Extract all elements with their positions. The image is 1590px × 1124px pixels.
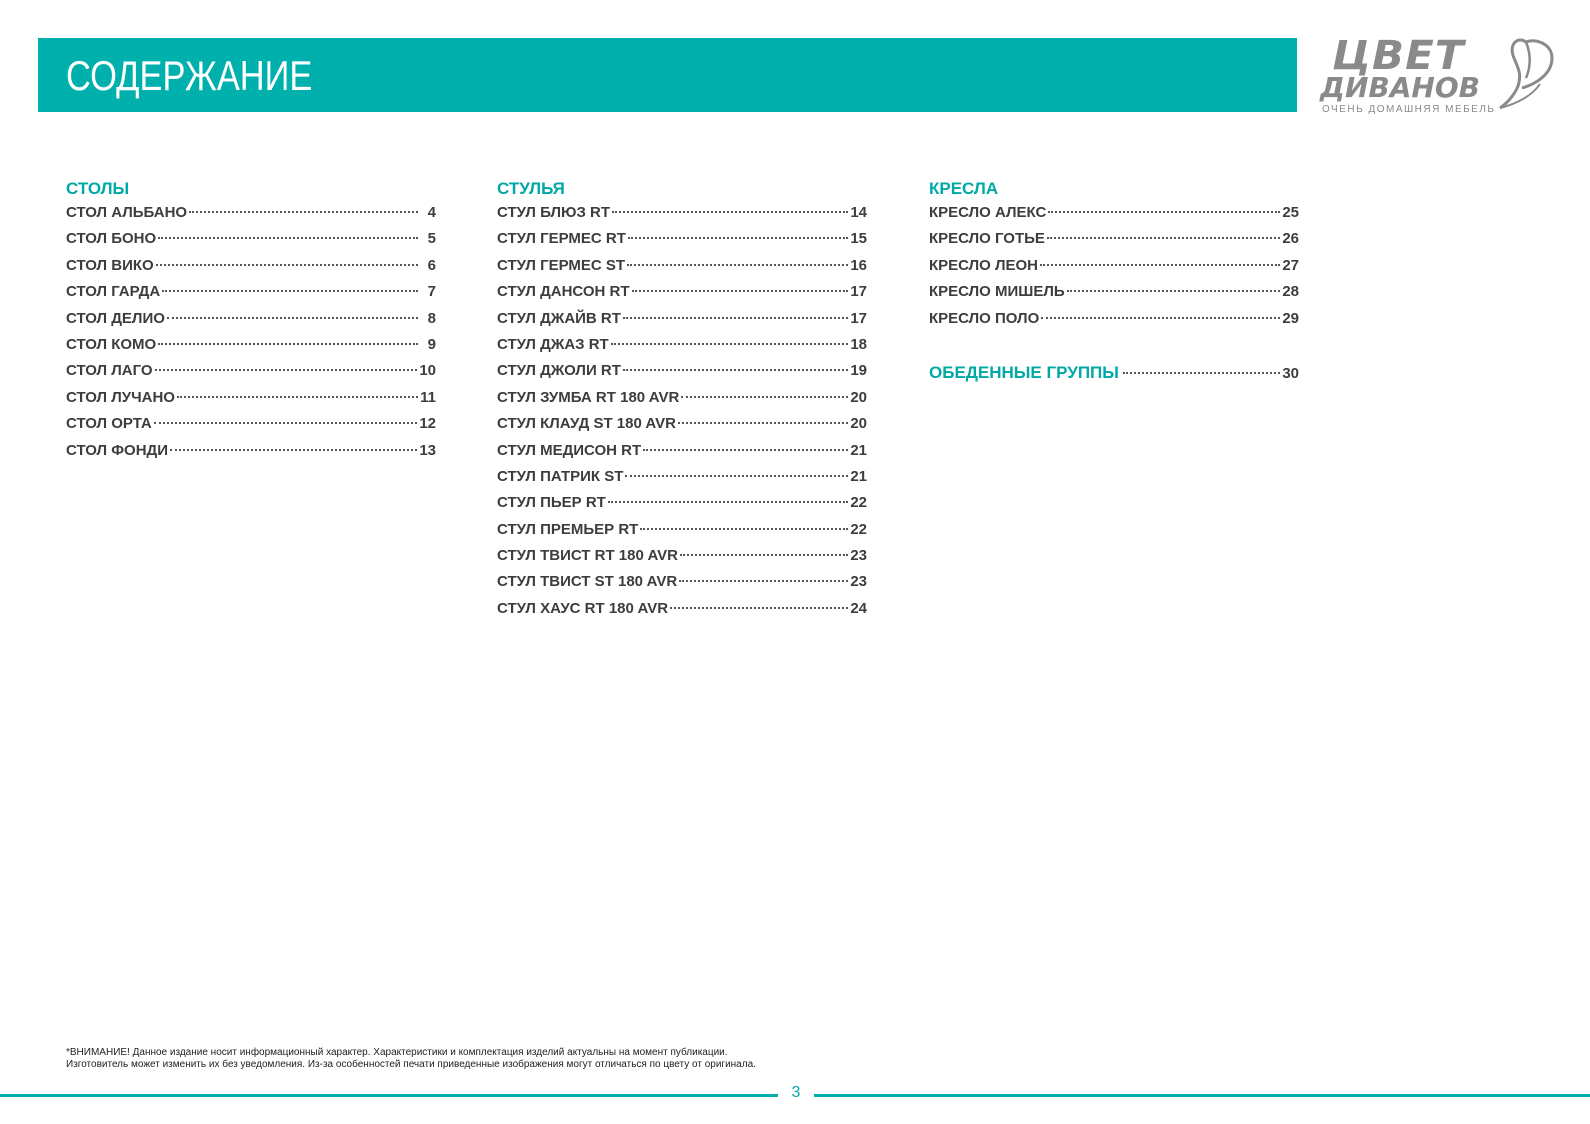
toc-entry-title: СТУЛ ПРЕМЬЕР RT [497, 520, 639, 538]
toc-page-number: 5 [427, 230, 436, 248]
toc-entry[interactable] [497, 490, 867, 516]
page-title: СОДЕРЖАНИЕ [66, 52, 313, 99]
toc-page-number: 15 [850, 230, 867, 248]
section-heading-tables: СТОЛЫ [66, 179, 130, 198]
toc-entry[interactable] [497, 306, 867, 332]
toc-entry[interactable] [497, 279, 867, 305]
dot-leader [1048, 211, 1280, 213]
dot-leader [1047, 237, 1280, 239]
toc-page-number: 20 [850, 415, 867, 433]
toc-page-number: 30 [1282, 364, 1299, 382]
toc-entry[interactable] [66, 438, 436, 464]
toc-entry-title: СТОЛ ВИКО [66, 256, 154, 274]
logo-tagline: ОЧЕНЬ ДОМАШНЯЯ МЕБЕЛЬ [1322, 104, 1496, 115]
section-heading-dining-groups: ОБЕДЕННЫЕ ГРУППЫ [929, 362, 1119, 382]
dot-leader [177, 396, 418, 398]
toc-entry[interactable] [497, 200, 867, 226]
toc-entry-title: СТОЛ КОМО [66, 335, 157, 353]
disclaimer [66, 1047, 756, 1071]
toc-entry-title: КРЕСЛО МИШЕЛЬ [929, 283, 1065, 301]
dot-leader [1123, 372, 1280, 374]
toc-list-armchairs [929, 200, 1299, 332]
dot-leader [1041, 317, 1280, 319]
dot-leader [154, 422, 418, 424]
dot-leader [625, 475, 848, 477]
dot-leader [158, 237, 418, 239]
toc-entry-title: СТУЛ ТВИСТ ST 180 AVR [497, 573, 678, 591]
toc-page-number: 6 [427, 256, 436, 274]
toc-page-number: 17 [850, 309, 867, 327]
dot-leader [670, 607, 848, 609]
toc-entry[interactable] [66, 385, 436, 411]
toc-entry-title: СТУЛ ТВИСТ RT 180 AVR [497, 547, 678, 565]
dot-leader [611, 343, 849, 345]
toc-entry-title: СТОЛ ЛАГО [66, 362, 153, 380]
toc-page-number: 26 [1282, 230, 1299, 248]
dot-leader [612, 211, 848, 213]
dot-leader [681, 396, 848, 398]
toc-entry[interactable] [497, 332, 867, 358]
toc-page-number: 13 [419, 441, 436, 459]
footer-rule-right [814, 1094, 1590, 1097]
dot-leader [640, 528, 848, 530]
toc-entry-title: СТУЛ ГЕРМЕС RT [497, 230, 626, 248]
dot-leader [156, 264, 418, 266]
toc-page-number: 7 [427, 283, 436, 301]
section-heading-chairs: СТУЛЬЯ [497, 179, 565, 198]
toc-entry[interactable] [66, 200, 436, 226]
toc-entry-title: СТУЛ ПАТРИК ST [497, 467, 624, 485]
toc-entry-title: СТУЛ ГЕРМЕС ST [497, 256, 626, 274]
toc-page-number: 11 [420, 388, 436, 406]
toc-entry-title: СТОЛ ФОНДИ [66, 441, 169, 459]
dot-leader [632, 290, 849, 292]
toc-entry[interactable] [497, 411, 867, 437]
toc-entry[interactable] [66, 279, 436, 305]
toc-entry-title: СТУЛ ДЖАЙВ RT [497, 309, 621, 327]
dot-leader [623, 369, 848, 371]
toc-entry-title: КРЕСЛО ЛЕОН [929, 256, 1039, 274]
logo-text-line1: ЦВЕТ [1332, 33, 1465, 79]
toc-entry[interactable] [497, 517, 867, 543]
section-heading-armchairs: КРЕСЛА [929, 179, 999, 198]
toc-column-chairs [497, 178, 867, 622]
toc-entry-title: СТОЛ ГАРДА [66, 283, 161, 301]
toc-entry-title: СТОЛ ДЕЛИО [66, 309, 165, 327]
toc-entry-title: КРЕСЛО АЛЕКС [929, 204, 1047, 221]
dot-leader [623, 317, 848, 319]
toc-entry-title: СТОЛ БОНО [66, 230, 157, 248]
toc-column-armchairs [929, 178, 1299, 386]
dot-leader [155, 369, 418, 371]
toc-list-chairs [497, 200, 867, 622]
toc-page-number: 23 [850, 573, 867, 591]
toc-page-number: 21 [850, 441, 867, 459]
logo-text-line2: ДИВАНОВ [1320, 71, 1480, 104]
toc-page-number: 8 [427, 309, 436, 327]
dot-leader [170, 449, 417, 451]
toc-entry-title: СТУЛ МЕДИСОН RT [497, 441, 642, 459]
toc-page-number: 20 [850, 388, 867, 406]
toc-list-tables [66, 200, 436, 464]
toc-page-number: 14 [850, 204, 867, 221]
toc-entry[interactable] [497, 438, 867, 464]
toc-entry-title: СТУЛ ПЬЕР RT [497, 494, 606, 512]
dot-leader [162, 290, 418, 292]
toc-entry-title: КРЕСЛО ГОТЬЕ [929, 230, 1045, 248]
toc-page-number: 4 [427, 204, 436, 221]
toc-entry-title: СТУЛ КЛАУД ST 180 AVR [497, 415, 676, 433]
toc-page-number: 24 [850, 599, 867, 617]
toc-entry[interactable] [497, 385, 867, 411]
toc-entry[interactable] [66, 411, 436, 437]
toc-entry[interactable] [66, 306, 436, 332]
toc-entry-title: СТУЛ БЛЮЗ RT [497, 204, 611, 221]
toc-page-number: 12 [419, 415, 436, 433]
toc-page-number: 17 [850, 283, 867, 301]
toc-entry[interactable] [929, 306, 1299, 332]
dot-leader [1040, 264, 1280, 266]
toc-entry[interactable] [66, 332, 436, 358]
toc-entry-title: СТУЛ ДАНСОН RT [497, 283, 630, 301]
footer-rule-left [0, 1094, 778, 1097]
dot-leader [643, 449, 848, 451]
toc-entry[interactable] [497, 464, 867, 490]
toc-entry[interactable] [929, 279, 1299, 305]
dot-leader [608, 501, 849, 503]
toc-entry[interactable] [66, 226, 436, 252]
toc-entry[interactable] [497, 543, 867, 569]
toc-entry-title: КРЕСЛО ПОЛО [929, 309, 1040, 327]
toc-page-number: 22 [850, 494, 867, 512]
dot-leader [680, 554, 848, 556]
toc-entry[interactable] [929, 200, 1299, 226]
toc-entry-title: СТОЛ ЛУЧАНО [66, 388, 175, 406]
dot-leader [678, 422, 848, 424]
toc-entry[interactable] [66, 253, 436, 279]
toc-entry-title: СТУЛ ДЖАЗ RT [497, 335, 609, 353]
toc-entry[interactable] [497, 596, 867, 622]
dot-leader [158, 343, 418, 345]
toc-entry[interactable] [929, 226, 1299, 252]
toc-page-number: 25 [1282, 204, 1299, 221]
dot-leader [679, 580, 848, 582]
dot-leader [628, 237, 848, 239]
toc-entry-title: СТУЛ ДЖОЛИ RT [497, 362, 621, 380]
toc-page-number: 22 [850, 520, 867, 538]
tulip-logo-icon [1496, 34, 1558, 114]
toc-entry[interactable] [497, 569, 867, 595]
toc-page-number: 28 [1282, 283, 1299, 301]
toc-page-number: 9 [427, 335, 436, 353]
toc-entry-title: СТОЛ АЛЬБАНО [66, 204, 188, 221]
dot-leader [167, 317, 418, 319]
toc-entry-title: СТУЛ ХАУС RT 180 AVR [497, 599, 669, 617]
disclaimer-line: Изготовитель может изменить их без уведомления. Из-за особенностей печати приведенные изображения могут отличаться по цвету от оригинала. [66, 1059, 756, 1070]
disclaimer-line: *ВНИМАНИЕ! Данное издание носит информационный характер. Характеристики и комплектация изделий актуальны на момент публикации. [66, 1047, 728, 1058]
toc-page-number: 18 [850, 335, 867, 353]
toc-page-number: 21 [850, 467, 867, 485]
toc-entry[interactable] [497, 226, 867, 252]
toc-entry-title: СТОЛ ОРТА [66, 415, 152, 433]
toc-page-number: 19 [850, 362, 867, 380]
brand-logo [1320, 34, 1560, 118]
toc-page-number: 27 [1282, 256, 1299, 274]
toc-entry[interactable] [497, 253, 867, 279]
toc-page-number: 16 [850, 256, 867, 274]
page-number: 3 [791, 1084, 801, 1101]
dot-leader [627, 264, 848, 266]
toc-entry[interactable] [497, 358, 867, 384]
toc-page-number: 29 [1282, 309, 1299, 327]
dot-leader [1067, 290, 1281, 292]
header-bar [38, 38, 1297, 112]
dot-leader [189, 211, 418, 213]
toc-entry-title: СТУЛ ЗУМБА RT 180 AVR [497, 388, 680, 406]
toc-column-tables [66, 178, 436, 464]
toc-entry[interactable] [929, 253, 1299, 279]
toc-page-number: 23 [850, 547, 867, 565]
toc-entry-dining-groups[interactable] [929, 360, 1299, 386]
toc-page-number: 10 [419, 362, 436, 380]
toc-entry[interactable] [66, 358, 436, 384]
